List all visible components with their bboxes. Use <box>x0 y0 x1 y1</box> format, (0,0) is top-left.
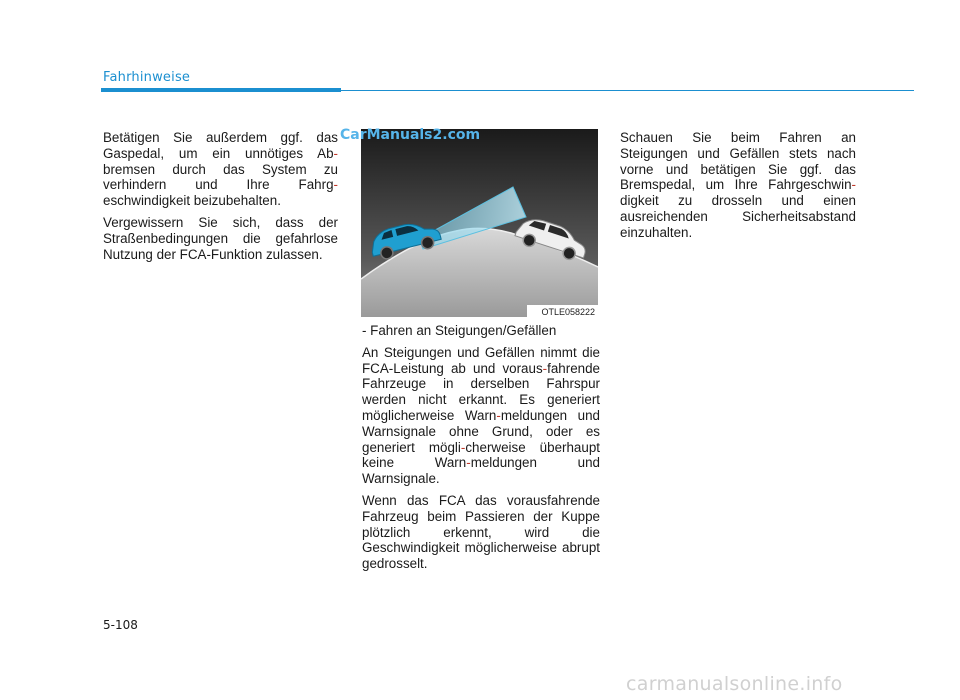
text-column-right <box>620 130 856 247</box>
hill-illustration-svg <box>361 129 598 317</box>
hill-crest-illustration <box>361 129 598 317</box>
text-column-left <box>103 130 338 268</box>
paragraph-fca-performance: An Steigungen und Gefällen nimmt die FCA-Leistung ab und voraus-fahrende Fahrzeuge in derselben Fahrspur werden nicht erkannt. Es generiert möglicherweise Warn-meldungen und Warnsignale ohne Grund, oder es generiert mögli-cherweise überhaupt keine Warn-meldungen und Warnsignale. <box>362 344 601 487</box>
header-rule-accent <box>101 88 341 92</box>
text-column-middle <box>362 323 600 578</box>
paragraph-look-ahead: Schauen Sie beim Fahren an Steigungen und Gefällen stets nach vorne und betätigen Sie ggf. das Bremspedal, um Ihre Fahrgeschwin-digkeit zu drosseln und einen ausreichenden Sicherheitsabstand einzuhalten. <box>620 130 856 240</box>
subheading-slopes: - Fahren an Steigungen/Gefällen <box>362 323 557 338</box>
paragraph-accelerator: Betätigen Sie außerdem ggf. das Gaspedal, um ein unnötiges Ab-bremsen durch das System zu verhindern und Ihre Fahrg-eschwindigkeit beizubehalten. <box>103 130 338 209</box>
figure-code: OTLE058222 <box>541 307 595 317</box>
watermark-carmanuals2: CarManuals2.com <box>340 127 481 143</box>
page-number: 5-108 <box>103 618 138 632</box>
header-rule <box>341 90 914 91</box>
paragraph-crest-detection: Wenn das FCA das vorausfahrende Fahrzeug beim Passieren der Kuppe plötzlich erkennt, wird die Geschwindigkeit möglicherweise abrupt gedrosselt. <box>362 492 600 572</box>
paragraph-road-conditions: Vergewissern Sie sich, dass der Straßenbedingungen die gefahrlose Nutzung der FCA-Funktion zulassen. <box>103 214 338 262</box>
section-title: Fahrhinweise <box>103 70 191 85</box>
watermark-carmanualsonline: carmanualsonline.info <box>626 673 843 695</box>
